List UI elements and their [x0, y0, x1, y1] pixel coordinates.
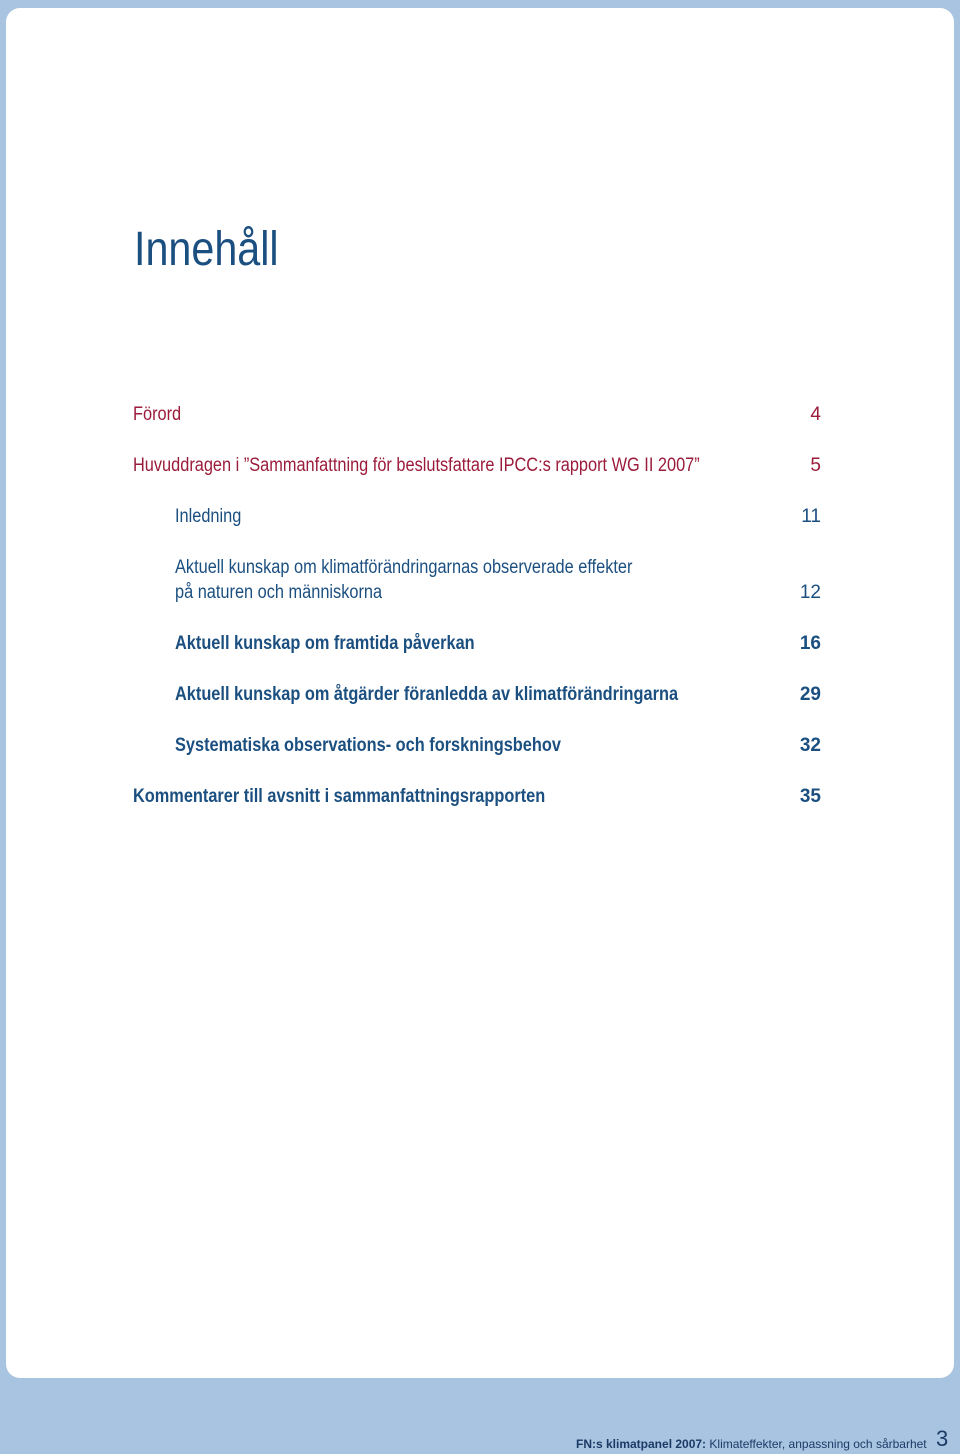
page-title: Innehåll	[134, 223, 279, 276]
toc-entry-label: Huvuddragen i ”Sammanfattning för beslutsfattare IPCC:s rapport WG II 2007”	[133, 455, 700, 476]
footer-publication-rest: Klimateffekter, anpassning och sårbarhet	[706, 1437, 927, 1451]
footer-publication-bold: FN:s klimatpanel 2007:	[576, 1437, 707, 1451]
footer-page-number: 3	[936, 1426, 949, 1451]
toc-entry-label: Aktuell kunskap om åtgärder föranledda av klimatförändringarna	[175, 684, 679, 705]
toc-entry-label: Förord	[133, 404, 182, 425]
toc-entry-label: Systematiska observations- och forskningsbehov	[175, 735, 561, 756]
toc-entry-page: 16	[799, 633, 821, 654]
toc-entry-label: Inledning	[175, 506, 242, 527]
toc-entry-label: Kommentarer till avsnitt i sammanfattningsrapporten	[133, 786, 546, 807]
toc-entry-page: 29	[799, 684, 821, 705]
toc-entry-page: 12	[799, 582, 821, 603]
toc-entry-page: 5	[810, 455, 821, 476]
toc-entry-page: 32	[799, 735, 821, 756]
top-frame-band	[0, 0, 960, 8]
toc-entry-label-line1: Aktuell kunskap om klimatförändringarnas observerade effekter	[175, 557, 633, 578]
toc-entry-label-line2: på naturen och människorna	[175, 582, 383, 603]
toc-entry-label: Aktuell kunskap om framtida påverkan	[175, 633, 475, 654]
toc-entry-page: 35	[799, 786, 821, 807]
toc-entry-page: 11	[801, 506, 821, 527]
footer-publication-title	[576, 1437, 927, 1451]
toc-entry-page: 4	[810, 404, 821, 425]
